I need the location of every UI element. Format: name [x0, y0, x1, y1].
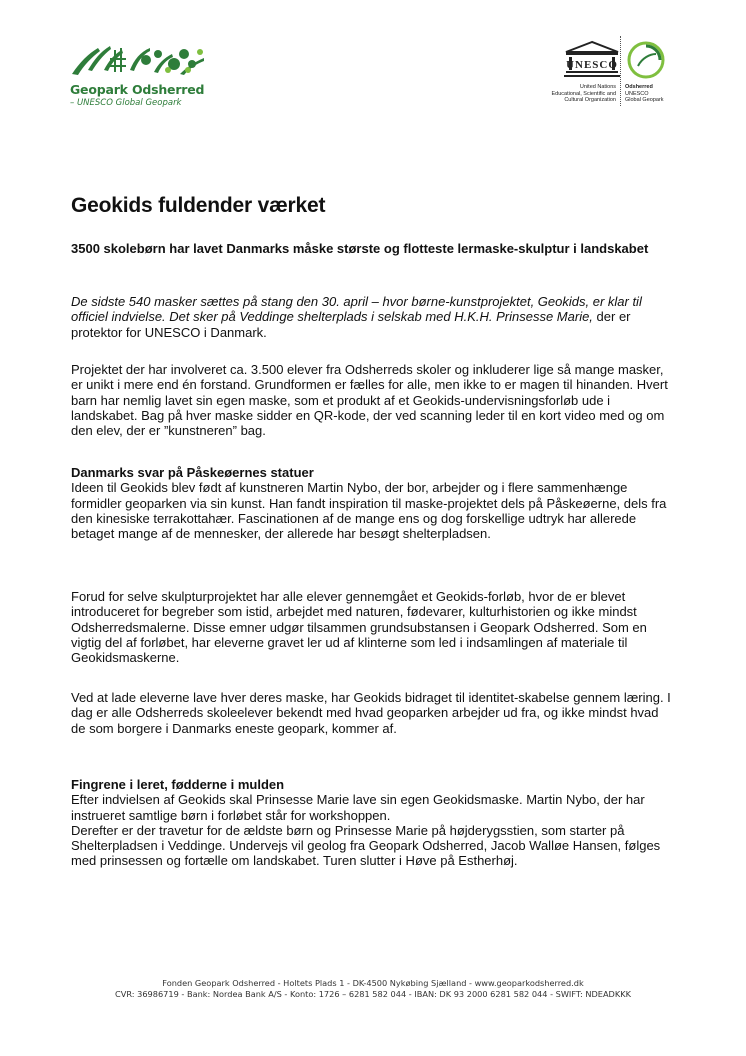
section-text: Ideen til Geokids blev født af kunstneren Martin Nybo, der bor, arbejder og i flere sammenhænge formidler geoparken via sin kunst. Han fandt inspiration til maske-projektet dels på Påskeøerne, dels fra den kinesiske terrakottahær. Fascinationen af de mange ens og dog forskellige udtryk har allerede betaget mange af de mennesker, der allerede har besøgt shelterpladsen. — [71, 480, 667, 542]
page-footer — [0, 978, 746, 1000]
unesco-temple-icon — [562, 40, 622, 80]
intro-plain: der er protektor for UNESCO i Danmark. — [71, 309, 631, 340]
body-paragraph-1: Projektet der har involveret ca. 3.500 elever fra Odsherreds skoler og inkluderer lige så mange masker, er unikt i mere end én forstand. Grundformen er fælles for alle, men ikke to er magen til hinanden. Hvert barn har nemlig lavet sin egen maske, som et produkt af et Geokids-undervisningsforløb ude i landskabet. Bag på hver maske sidder en QR-kode, der ved scanning leder til en kort video med og om den elev, der er ”kunstneren” bag. — [71, 362, 668, 439]
org-tagline: – UNESCO Global Geopark — [70, 98, 182, 108]
intro-italic: De sidste 540 masker sættes på stang den 30. april – hvor børne-kunstprojektet, Geokids, er klar til officiel indvielse. Det sker på Veddinge shelterplads i selskab med H.K.H. Prinsesse Marie, — [71, 294, 642, 325]
global-geopark-icon — [626, 40, 666, 80]
unesco-logo-block — [536, 36, 676, 108]
landscape-graphic-icon — [70, 40, 210, 78]
article-subtitle: 3500 skolebørn har lavet Danmarks måske største og flotteste lermaske-skulptur i landskabet — [71, 241, 649, 256]
section-heading: Fingrene i leret, fødderne i mulden — [71, 777, 285, 792]
logo-divider — [620, 36, 621, 106]
geopark-designation: Odsherred UNESCO Global Geopark — [625, 84, 664, 104]
section-text-1: Efter indvielsen af Geokids skal Prinsesse Marie lave sin egen Geokidsmaske. Martin Nybo, der har instrueret samtlige børn i forløbet står for workshoppen. — [71, 792, 645, 823]
unesco-wordmark: UNESCO — [566, 59, 618, 71]
body-paragraph-2: Forud for selve skulpturprojektet har alle elever gennemgået et Geokids-forløb, hvor de er blevet introduceret for begreber som istid, arbejdet med naturen, fødevarer, kulturhistorien og ikke mindst Odsherredsmalerne. Disse emner udgør tilsammen grundsubstansen i Geopark Odsherred. Som en vigtig del af forløbet, har eleverne gravet ler ud af klinterne som led i indsamlingen af materiale til Geokidsmaskerne. — [71, 589, 647, 666]
footer-bank-details: CVR: 36986719 - Bank: Nordea Bank A/S - Konto: 1726 – 6281 582 044 - IBAN: DK 93 2000 6281 582 044 - SWIFT: NDEADKKK — [115, 989, 631, 999]
section-fingrene — [71, 777, 675, 869]
org-name: Geopark Odsherred — [70, 82, 205, 97]
section-danmarks-svar — [71, 465, 675, 541]
footer-address: Fonden Geopark Odsherred - Holtets Plads 1 - DK-4500 Nykøbing Sjælland - www.geoparkodsherred.dk — [162, 978, 584, 988]
body-paragraph-3: Ved at lade eleverne lave hver deres maske, har Geokids bidraget til identitet-skabelse gennem læring. I dag er alle Odsherreds skoleelever bekendt med hvad geoparken arbejder ud fra, og ikke mindst hvad de som borgere i Danmarks eneste geopark, kommer af. — [71, 690, 671, 736]
section-heading: Danmarks svar på Påskeøernes statuer — [71, 465, 314, 480]
unesco-org-name: United Nations Educational, Scientific and Cultural Organization — [551, 84, 616, 104]
section-text-2: Derefter er der travetur for de ældste børn og Prinsesse Marie på højderygsstien, som starter på Shelterpladsen i Veddinge. Undervejs vil geolog fra Geopark Odsherred, Jacob Walløe Hansen, følges med prinsessen og fortælle om landskabet. Turen slutter i Høve på Estherhøj. — [71, 822, 661, 869]
geopark-logo — [70, 40, 210, 108]
article-title: Geokids fuldender værket — [71, 194, 326, 217]
intro-paragraph — [71, 294, 675, 340]
